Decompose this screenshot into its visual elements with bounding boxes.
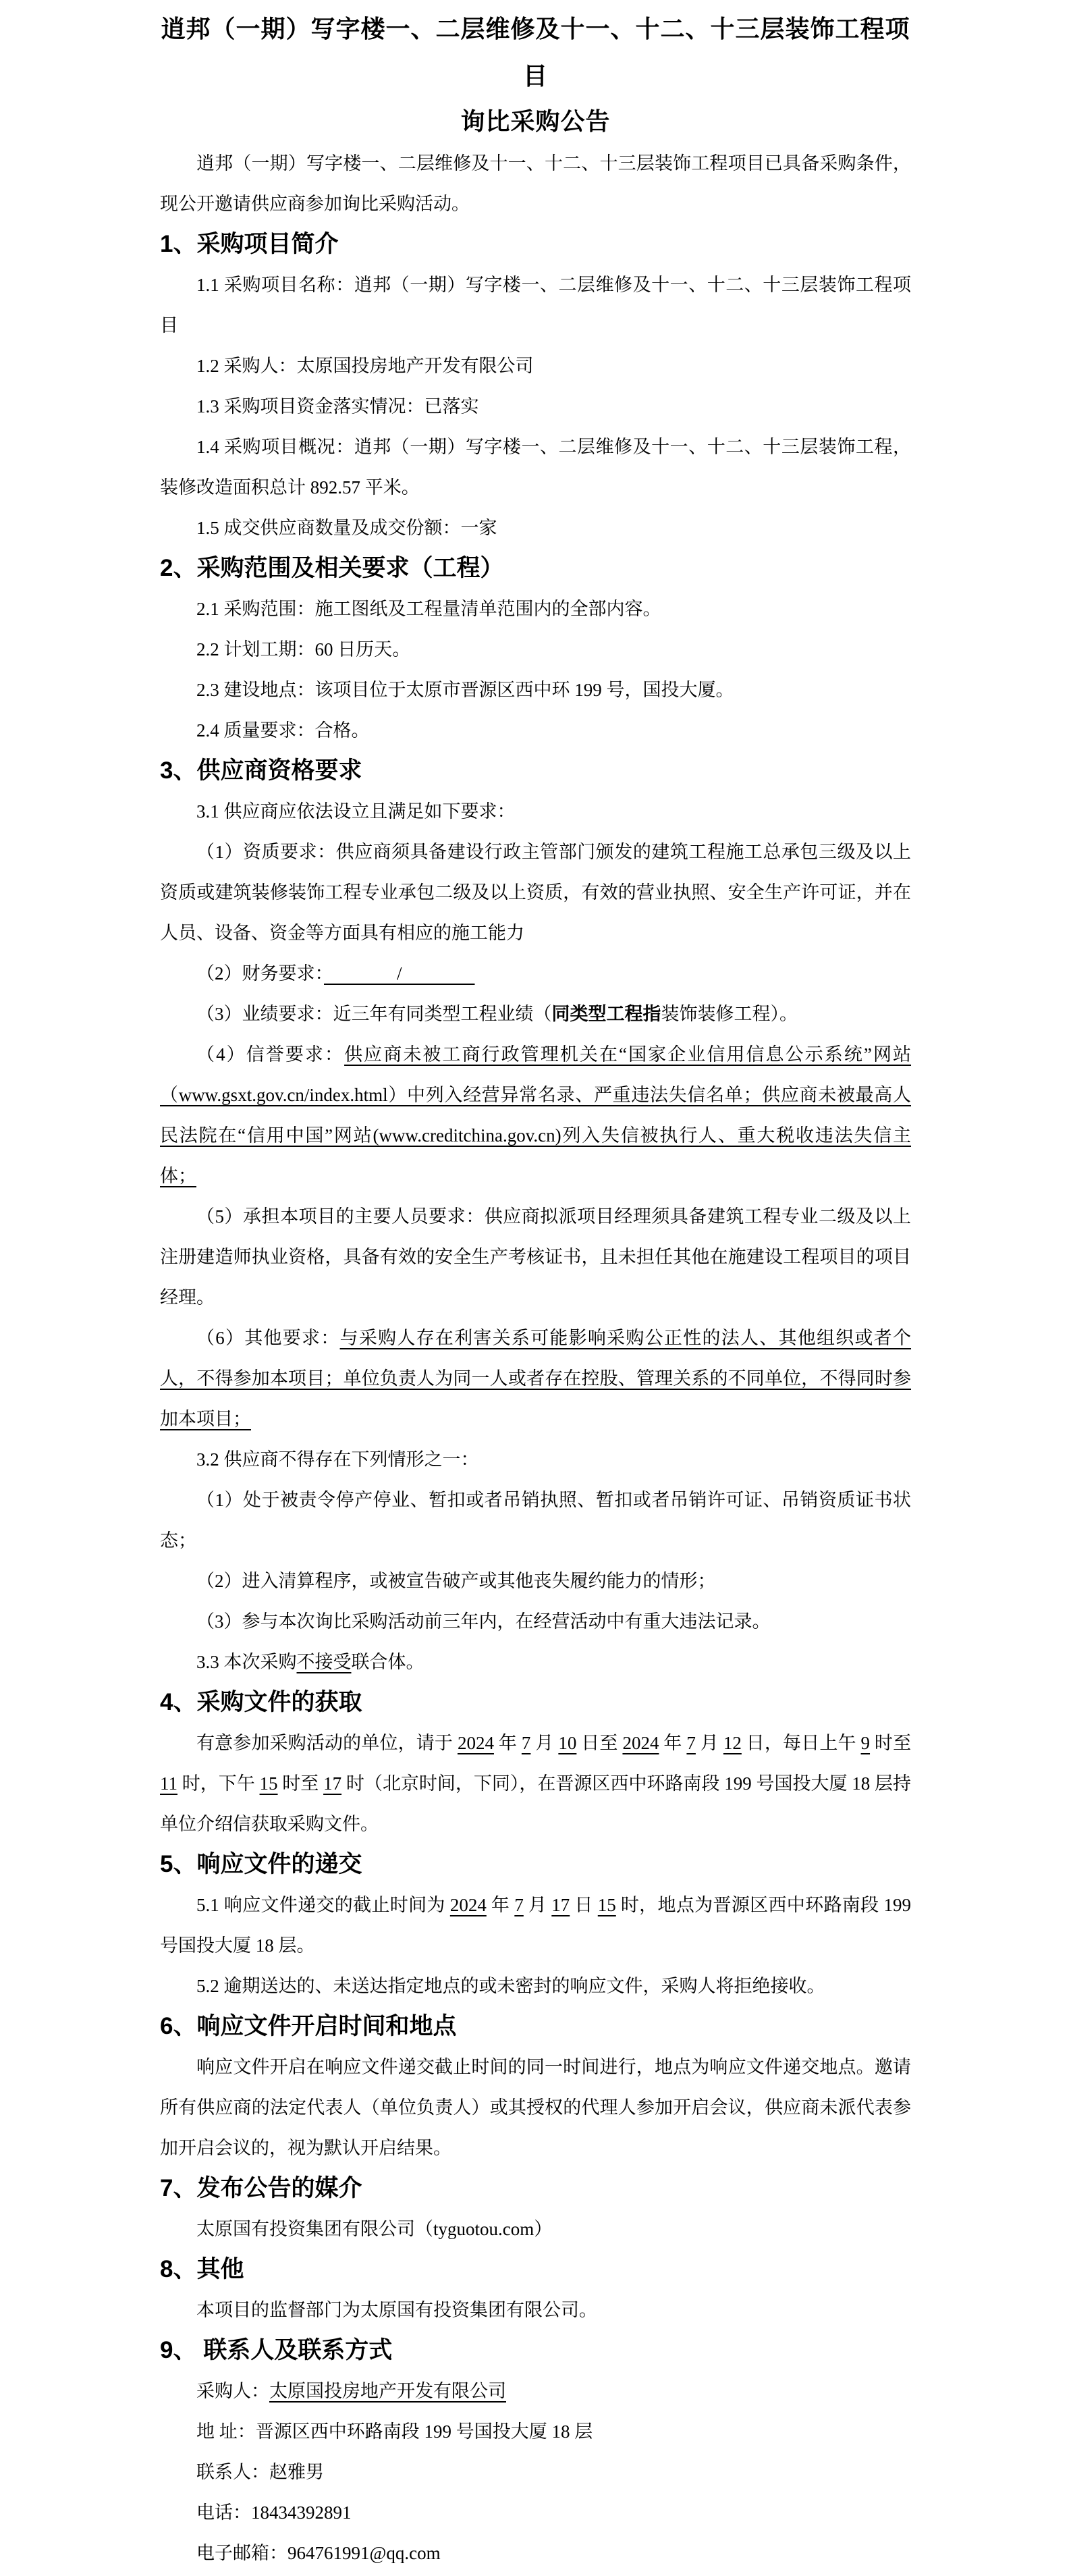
text-segment: 电话：18434392891 [196,2502,352,2523]
text-segment: 17 [323,1773,342,1794]
text-segment: 4、采购文件的获取 [160,1689,362,1715]
text-segment: 1.4 采购项目概况：逍邦（一期）写字楼一、二层维修及十一、十二、十三层装饰工程，装修改造面积总计 892.57 平米。 [160,437,911,498]
text-segment: 5、响应文件的递交 [160,1851,362,1877]
text-segment: 电子邮箱：964761991@qq.com [196,2543,441,2563]
paragraph [160,2047,911,2168]
text-segment: 2024 [457,1733,494,1753]
text-segment: 日至 [576,1733,623,1753]
paragraph [160,1885,911,1966]
paragraph [160,1196,911,1318]
text-segment: 7 [521,1733,531,1753]
text-segment: 年 [659,1733,687,1753]
text-segment: 8、其他 [160,2256,244,2282]
paragraph [160,143,911,224]
text-segment: 3.2 供应商不得存在下列情形之一： [196,1449,479,1470]
text-segment: 15 [597,1895,616,1915]
text-segment: 1.2 采购人：太原国投房地产开发有限公司 [196,356,534,376]
paragraph [160,386,911,427]
paragraph [160,710,911,751]
section-heading [160,751,911,791]
text-segment: 2.4 质量要求：合格。 [196,720,370,741]
paragraph [160,2371,911,2411]
section-heading [160,2168,911,2209]
paragraph [160,589,911,629]
text-segment: 17 [551,1895,570,1915]
section-heading [160,2330,911,2371]
text-segment: 时（北京时间，下同），在晋源区西中环路南段 199 号国投大厦 18 层持单位介绍信获取采购文件。 [160,1773,912,1834]
document-subtitle: 询比采购公告 [460,108,611,135]
text-segment: 月 [523,1895,552,1915]
section-heading [160,224,911,265]
paragraph [160,427,911,508]
text-segment: 地 址：晋源区西中环路南段 199 号国投大厦 18 层 [196,2421,593,2442]
paragraph [160,1966,911,2006]
text-segment: 逍邦（一期）写字楼一、二层维修及十一、十二、十三层装饰工程项目已具备采购条件，现公开邀请供应商参加询比采购活动。 [160,153,911,214]
paragraph [160,2533,911,2573]
text-segment: 装饰装修工程）。 [661,1004,798,1024]
section-heading [160,1682,911,1723]
text-segment: 5.2 逾期送达的、未送达指定地点的或未密封的响应文件，采购人将拒绝接收。 [196,1976,825,1996]
text-segment: 9、 联系人及联系方式 [160,2337,393,2363]
paragraph [160,2290,911,2330]
paragraph [160,508,911,548]
text-segment: 月 [695,1733,723,1753]
text-segment: 1、采购项目简介 [160,231,339,257]
text-segment: 与采购人存在利害关系可能影响采购公正性的法人、其他组织或者个人，不得参加本项目；单位负责人为同一人或者存在控股、管理关系的不同单位，不得同时参加本项目； [160,1328,912,1429]
text-segment: 联系人：赵雅男 [196,2462,324,2482]
paragraph [160,1034,911,1196]
text-segment: 1.3 采购项目资金落实情况：已落实 [196,396,479,417]
paragraph [160,2411,911,2452]
text-segment: / [324,963,475,984]
section-heading [160,548,911,589]
text-segment: （2）进入清算程序，或被宣告破产或其他丧失履约能力的情形； [196,1571,716,1591]
text-segment: （1）处于被责令停产停业、暂扣或者吊销执照、暂扣或者吊销许可证、吊销资质证书状态； [160,1490,911,1551]
text-segment: 同类型工程指 [551,1004,661,1024]
text-segment: 响应文件开启在响应文件递交截止时间的同一时间进行，地点为响应文件递交地点。邀请所有供应商的法定代表人（单位负责人）或其授权的代理人参加开启会议，供应商未派代表参加开启会议的，视为默认开启结果。 [160,2057,911,2158]
paragraph [160,2492,911,2533]
text-segment: 2024 [622,1733,659,1753]
text-segment: 时至 [870,1733,912,1753]
text-segment: 2、采购范围及相关要求（工程） [160,555,504,581]
text-segment: 2.1 采购范围：施工图纸及工程量清单范围内的全部内容。 [196,599,661,619]
text-segment: 日 [570,1895,598,1915]
text-segment: 年 [486,1895,515,1915]
text-segment: 月 [530,1733,559,1753]
section-heading [160,2006,911,2047]
paragraph [160,1601,911,1642]
text-segment: 7 [686,1733,696,1753]
text-segment: 时至 [277,1773,324,1794]
paragraph [160,1561,911,1601]
text-segment: 不接受 [296,1652,352,1672]
text-segment: 2.2 计划工期：60 日历天。 [196,639,411,660]
text-segment: 7 [514,1895,524,1915]
paragraph [160,1642,911,1682]
text-segment: 联合体。 [351,1652,424,1672]
paragraph [160,2209,911,2249]
text-segment: 3.1 供应商应依法设立且满足如下要求： [196,801,516,822]
paragraph [160,265,911,346]
paragraph [160,953,911,994]
text-segment: （4）信誉要求： [196,1044,345,1065]
text-segment: 1.5 成交供应商数量及成交份额：一家 [196,518,497,538]
text-segment: 时，下午 [177,1773,260,1794]
text-segment: 有意参加采购活动的单位，请于 [196,1733,458,1753]
text-segment: （2）财务要求： [196,963,324,984]
paragraph [160,2452,911,2492]
section-heading [160,2249,911,2290]
paragraph [160,832,911,953]
paragraph [160,791,911,832]
text-segment: 年 [493,1733,522,1753]
paragraph [160,670,911,710]
text-segment: 6、响应文件开启时间和地点 [160,2013,457,2039]
text-segment: 3.3 本次采购 [196,1652,297,1672]
text-segment: 时，地点为晋源区西中环路南段 199 号国投大厦 18 层。 [160,1895,912,1956]
text-segment: 2.3 建设地点：该项目位于太原市晋源区西中环 199 号，国投大厦。 [196,680,734,700]
text-segment: （1）资质要求：供应商须具备建设行政主管部门颁发的建筑工程施工总承包三级及以上资质或建筑装修装饰工程专业承包二级及以上资质，有效的营业执照、安全生产许可证，并在人员、设备、资金等方面具有相应的施工能力 [160,842,911,943]
paragraph [160,1439,911,1480]
document-title: 逍邦（一期）写字楼一、二层维修及十一、十二、十三层装饰工程项目 [161,16,910,90]
section-heading [160,1844,911,1885]
text-segment: 日，每日上午 [741,1733,861,1753]
text-segment: 5.1 响应文件递交的截止时间为 [196,1895,450,1915]
text-segment: 12 [723,1733,742,1753]
text-segment: 1.1 采购项目名称：逍邦（一期）写字楼一、二层维修及十一、十二、十三层装饰工程项目 [160,275,911,336]
text-segment: 10 [558,1733,577,1753]
text-segment: 2024 [449,1895,487,1915]
text-segment: 7、发布公告的媒介 [160,2175,362,2201]
text-segment: 11 [160,1773,177,1794]
text-segment: 本项目的监督部门为太原国有投资集团有限公司。 [196,2300,597,2320]
text-segment: 太原国有投资集团有限公司（tyguotou.com） [196,2219,553,2239]
text-segment: 采购人： [196,2381,269,2401]
text-segment: （6）其他要求： [196,1328,340,1348]
paragraph [160,1480,911,1561]
text-segment: 供应商未被工商行政管理机关在“国家企业信用信息公示系统”网站（www.gsxt.gov.cn/index.html）中列入经营异常名录、严重违法失信名单；供应商未被最高人民法院在“信用中国”网站(www.creditchina.gov.cn)列入失信被执行人、重大税收违法失信主体； [160,1044,912,1186]
text-segment: （3）参与本次询比采购活动前三年内，在经营活动中有重大违法记录。 [196,1611,771,1632]
paragraph [160,629,911,670]
paragraph [160,1318,911,1439]
text-segment: 9 [860,1733,871,1753]
text-segment: （3）业绩要求：近三年有同类型工程业绩（ [196,1004,552,1024]
text-segment: 太原国投房地产开发有限公司 [269,2381,506,2401]
paragraph [160,1723,911,1844]
text-segment: （5）承担本项目的主要人员要求：供应商拟派项目经理须具备建筑工程专业二级及以上注册建造师执业资格，具备有效的安全生产考核证书，且未担任其他在施建设工程项目的项目经理。 [160,1206,911,1308]
paragraph [160,346,911,386]
paragraph [160,994,911,1034]
document-body [160,143,911,2573]
text-segment: 3、供应商资格要求 [160,757,362,784]
text-segment: 15 [259,1773,278,1794]
